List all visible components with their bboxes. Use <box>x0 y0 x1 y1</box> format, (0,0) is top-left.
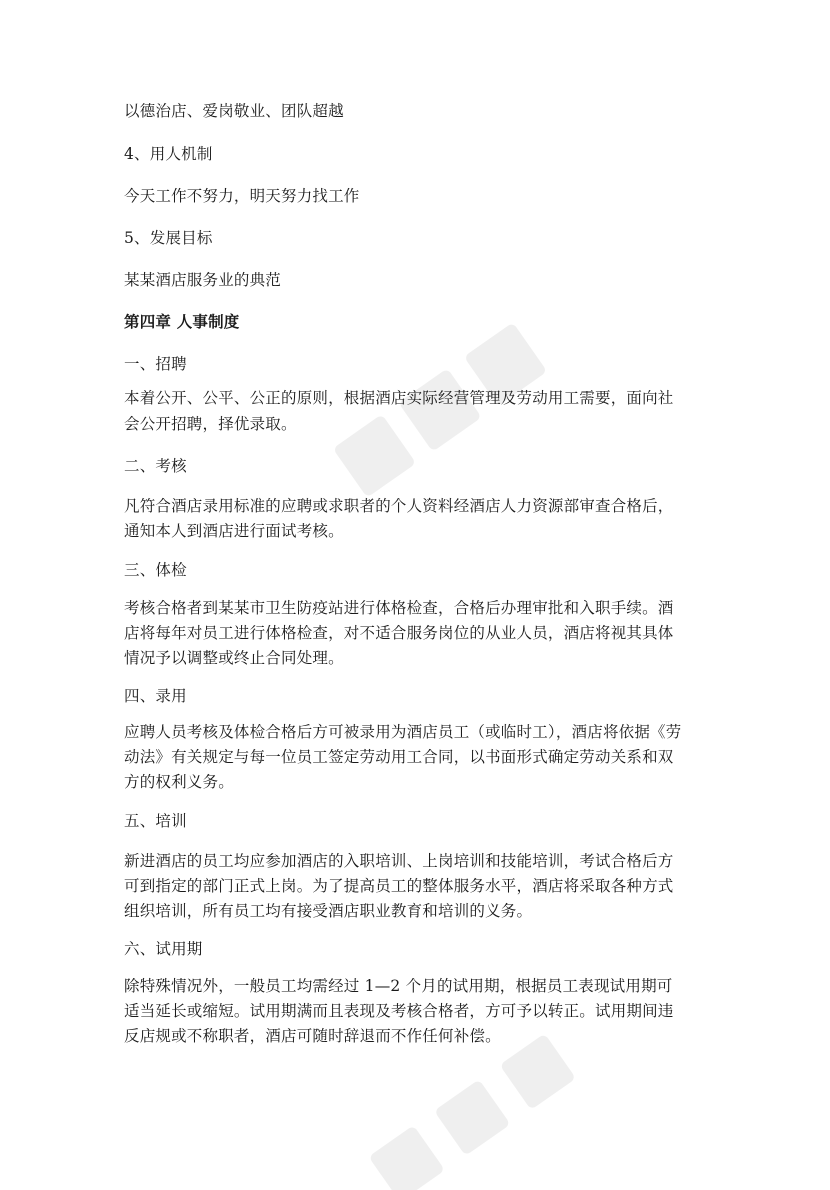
paragraph-medical-line-1: 考核合格者到某某市卫生防疫站进行体格检查，合格后办理审批和入职手续。酒 <box>124 599 674 617</box>
paragraph-development-goal: 某某酒店服务业的典范 <box>124 271 282 289</box>
section-heading-employment-mechanism: 4、用人机制 <box>124 145 213 163</box>
chapter-heading: 第四章 人事制度 <box>124 313 240 331</box>
paragraph-probation-line-3: 反店规或不称职者，酒店可随时辞退而不作任何补偿。 <box>124 1027 501 1045</box>
paragraph-training-line-3: 组织培训，所有员工均有接受酒店职业教育和培训的义务。 <box>124 902 533 920</box>
section-heading-hiring: 四、录用 <box>124 687 187 705</box>
paragraph-hiring-line-2: 动法》有关规定与每一位员工签定劳动用工合同，以书面形式确定劳动关系和双 <box>124 748 674 766</box>
section-heading-probation: 六、试用期 <box>124 940 203 958</box>
paragraph-assessment-line-1: 凡符合酒店录用标准的应聘或求职者的个人资料经酒店人力资源部审查合格后， <box>124 497 674 515</box>
paragraph-probation-line-2: 适当延长或缩短。试用期满而且表现及考核合格者，方可予以转正。试用期间违 <box>124 1002 674 1020</box>
paragraph-hiring-line-1: 应聘人员考核及体检合格后方可被录用为酒店员工（或临时工），酒店将依据《劳 <box>124 723 682 741</box>
paragraph-hiring-line-3: 方的权利义务。 <box>124 773 234 791</box>
paragraph-medical-line-3: 情况予以调整或终止合同处理。 <box>124 649 344 667</box>
watermark-logo-bottom <box>330 1030 610 1190</box>
paragraph-training-line-2: 可到指定的部门正式上岗。为了提高员工的整体服务水平，酒店将采取各种方式 <box>124 877 674 895</box>
paragraph-medical-line-2: 店将每年对员工进行体格检查，对不适合服务岗位的从业人员，酒店将视其具体 <box>124 624 674 642</box>
section-heading-medical-check: 三、体检 <box>124 561 187 579</box>
section-heading-recruitment: 一、招聘 <box>124 355 187 373</box>
paragraph-training-line-1: 新进酒店的员工均应参加酒店的入职培训、上岗培训和技能培训，考试合格后方 <box>124 852 674 870</box>
paragraph-motto: 以德治店、爱岗敬业、团队超越 <box>124 102 344 120</box>
paragraph-employment-slogan: 今天工作不努力，明天努力找工作 <box>124 187 360 205</box>
paragraph-probation-line-1: 除特殊情况外，一般员工均需经过 1—2 个月的试用期，根据员工表现试用期可 <box>124 977 673 995</box>
paragraph-recruitment-line-2: 会公开招聘，择优录取。 <box>124 415 297 433</box>
paragraph-assessment-line-2: 通知本人到酒店进行面试考核。 <box>124 522 344 540</box>
section-heading-development-goal: 5、发展目标 <box>124 229 213 247</box>
section-heading-assessment: 二、考核 <box>124 457 187 475</box>
section-heading-training: 五、培训 <box>124 812 187 830</box>
paragraph-recruitment-line-1: 本着公开、公平、公正的原则，根据酒店实际经营管理及劳动用工需要，面向社 <box>124 389 674 407</box>
